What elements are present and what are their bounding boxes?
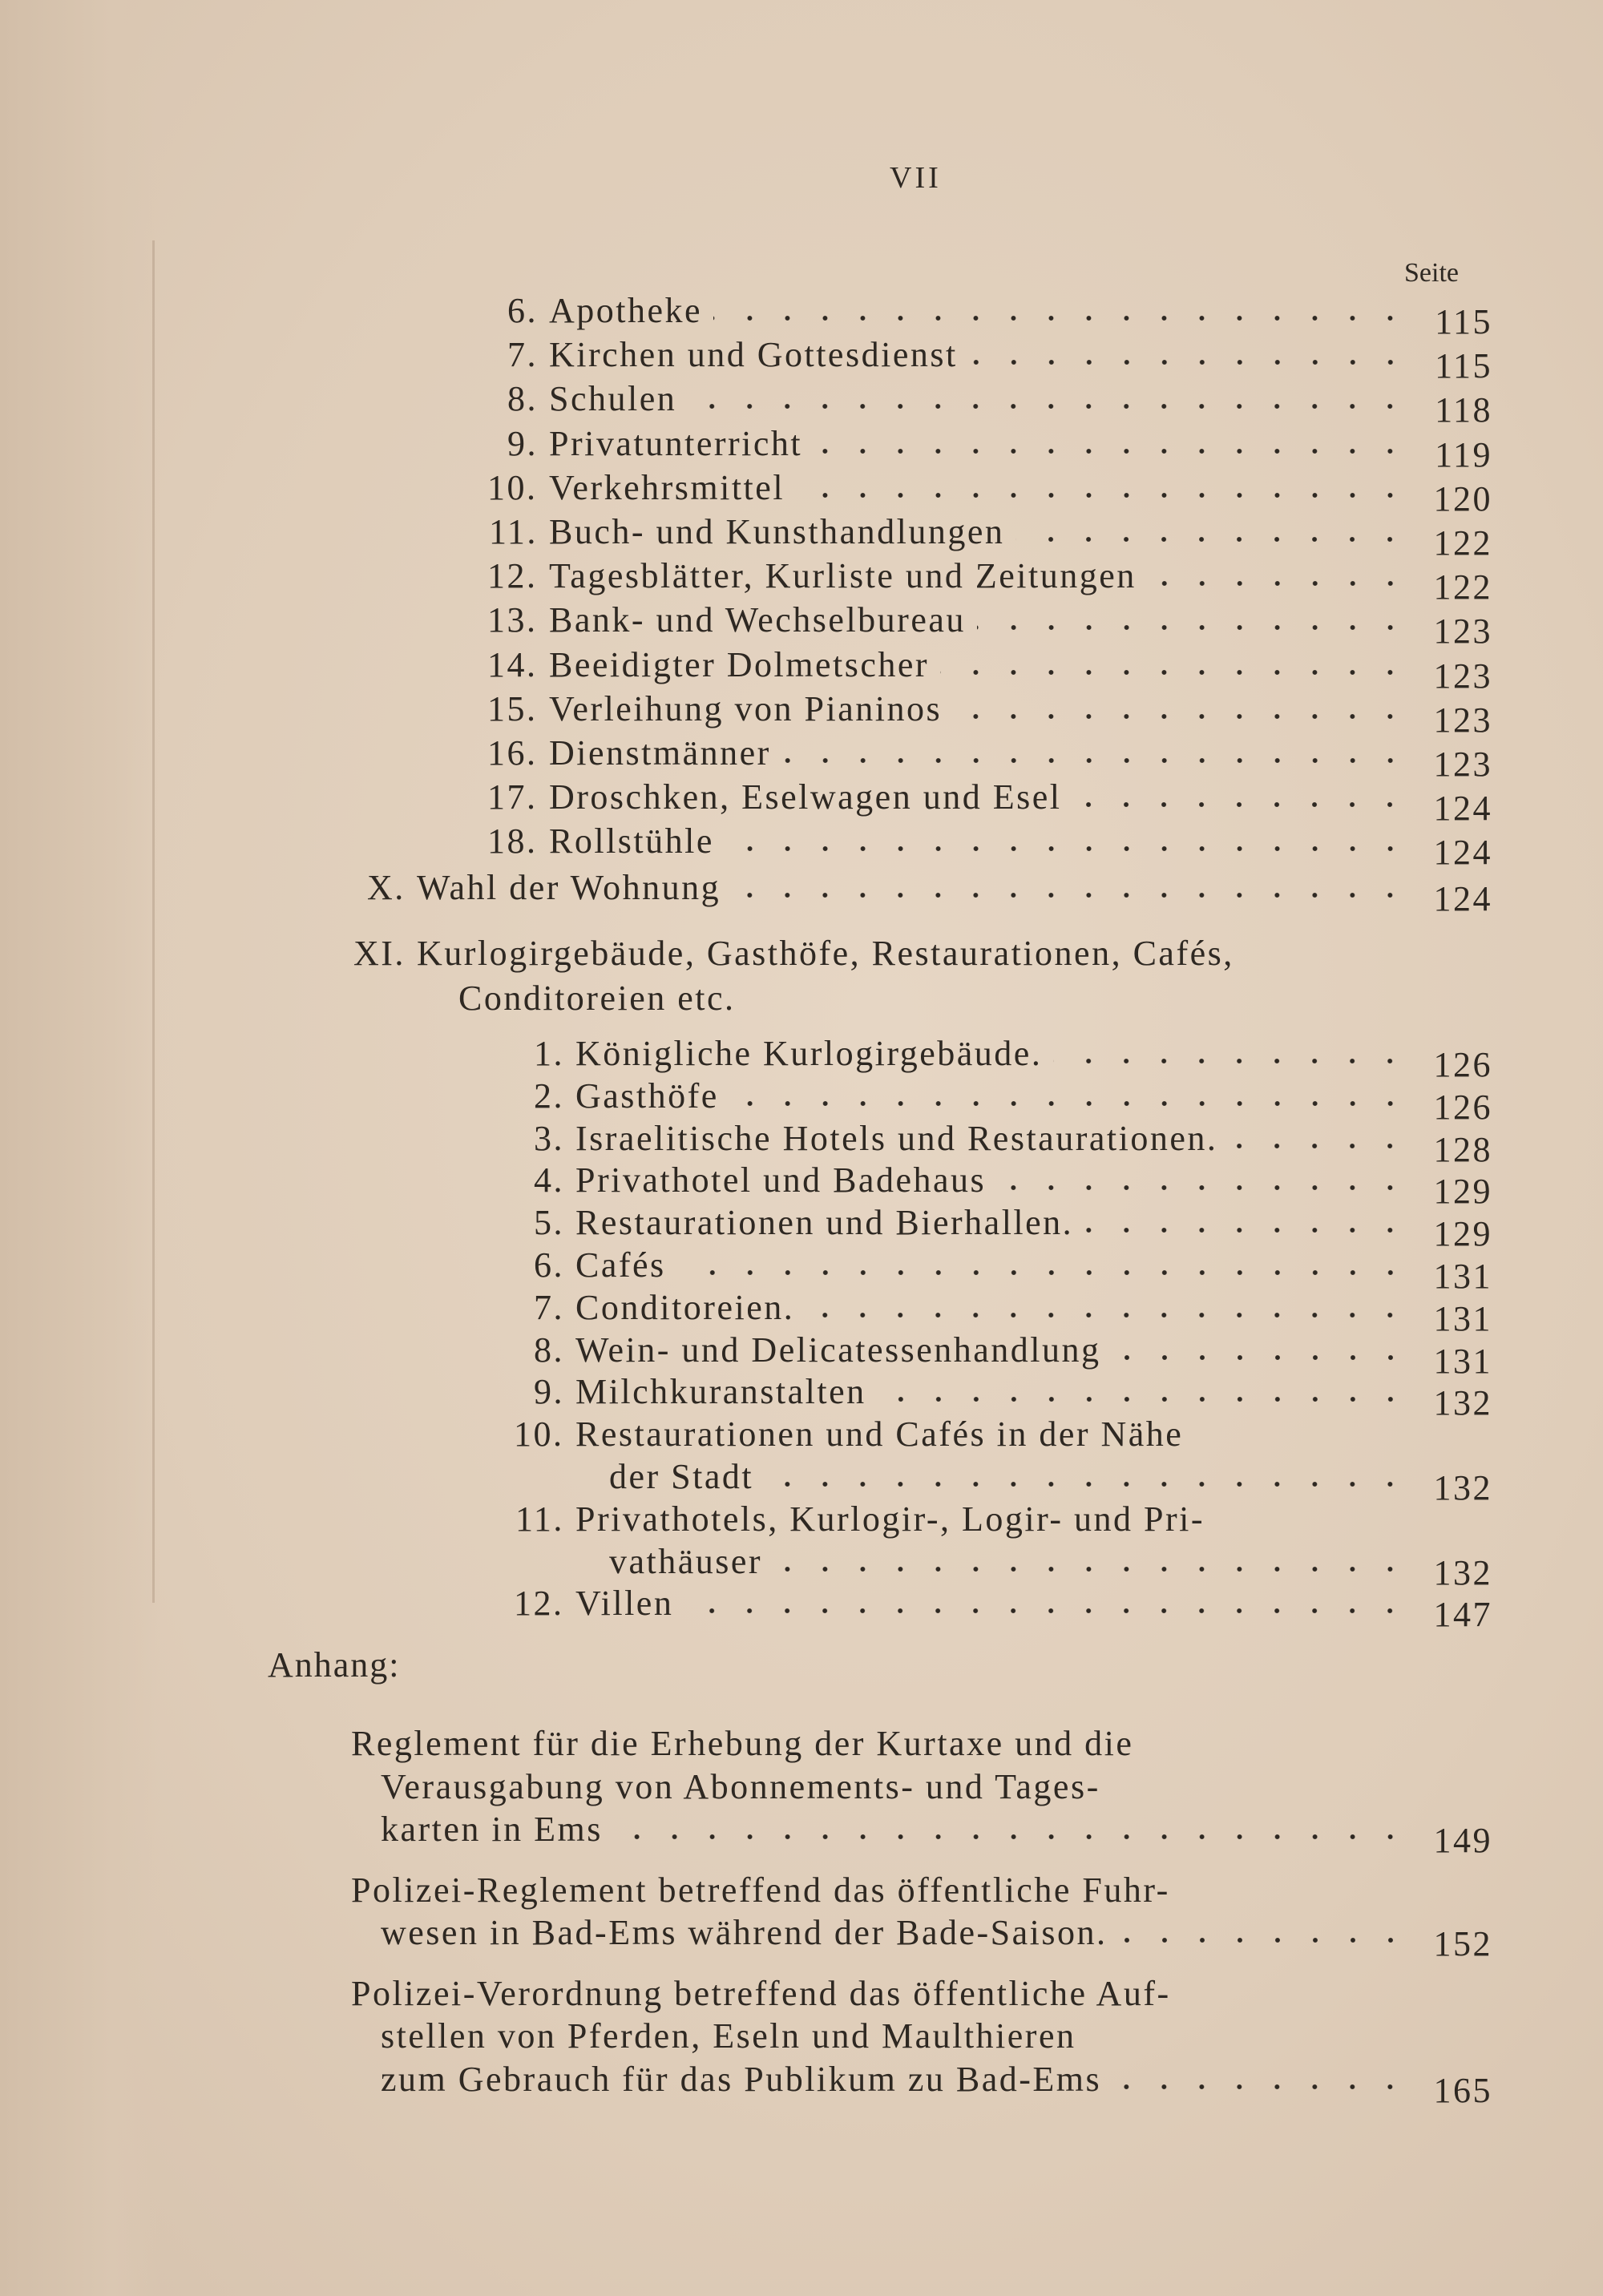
toc-entry-line (381, 1912, 1492, 1963)
toc-entry-line (381, 1809, 1492, 1860)
toc-entry-number: 7. (534, 1287, 564, 1327)
toc-entry-line (534, 1118, 1492, 1169)
toc-entry-number: 11. (515, 1499, 564, 1539)
toc-entry-number: 4. (534, 1160, 564, 1200)
toc-entry-title: Tagesblätter, Kurliste und Zeitungen (549, 556, 1137, 596)
dot-leader (684, 1607, 1409, 1615)
toc-entry-title: Apotheke (549, 291, 703, 330)
toc-entry-number: 6. (534, 1245, 564, 1285)
toc-entry-page: 129 (1433, 1214, 1492, 1254)
toc-entry-number: 6. (507, 291, 538, 330)
page-column-heading: Seite (1404, 258, 1459, 288)
toc-entry-title: Polizei-Reglement betreffend das öffentliche Fuhr- (351, 1870, 1170, 1910)
toc-entry-title: Privathotels, Kurlogir-, Logir- und Pri- (575, 1499, 1205, 1539)
toc-entry-page: 126 (1433, 1045, 1492, 1084)
toc-entry-page: 132 (1433, 1468, 1492, 1507)
toc-entry-line (489, 511, 1492, 563)
dot-leader (765, 1480, 1409, 1488)
dot-leader (969, 358, 1409, 366)
dot-leader (806, 1311, 1409, 1319)
appendix-heading: Anhang: (268, 1645, 401, 1685)
toc-entry-line (487, 467, 1492, 519)
dot-leader (814, 447, 1409, 455)
toc-entry-line (487, 644, 1492, 696)
dot-leader (713, 314, 1409, 322)
dot-leader (1016, 535, 1409, 543)
toc-entry-line (534, 1075, 1492, 1127)
toc-entry-number: 10. (487, 467, 538, 507)
toc-entry-title: Villen (575, 1584, 674, 1624)
dot-leader (796, 491, 1409, 499)
toc-entry-page: 165 (1433, 2070, 1492, 2110)
toc-entry-line (507, 290, 1492, 341)
toc-entry-line (609, 1456, 1492, 1507)
toc-entry-number: 11. (489, 512, 538, 551)
dot-leader (688, 402, 1409, 410)
toc-entry-number: 14. (487, 644, 538, 684)
toc-entry-line (487, 777, 1492, 829)
dot-leader (977, 623, 1409, 632)
toc-entry-page: 124 (1433, 879, 1492, 918)
toc-entry-page: 115 (1435, 302, 1492, 341)
toc-entry-number: 16. (487, 733, 538, 773)
toc-entry-number: 1. (534, 1034, 564, 1073)
toc-entry-line (487, 599, 1492, 652)
toc-entry-page: 118 (1435, 390, 1492, 430)
toc-entry-number: 5. (534, 1203, 564, 1243)
toc-entry-line (534, 1371, 1492, 1423)
dot-leader (1119, 1936, 1409, 1944)
toc-entry-line (534, 1160, 1492, 1212)
toc-entry-title: Rollstühle (549, 821, 714, 862)
binding-edge (152, 240, 155, 1603)
dot-leader (1112, 1354, 1409, 1362)
toc-entry-title: Restaurationen und Cafés in der Nähe (575, 1414, 1184, 1455)
toc-entry-line (353, 933, 1234, 974)
toc-entry-page: 120 (1433, 478, 1492, 519)
toc-entry-page: 119 (1435, 434, 1492, 474)
toc-entry-page: 124 (1433, 789, 1492, 829)
toc-entry-line (381, 1766, 1100, 1808)
toc-entry-page: 149 (1433, 1821, 1492, 1860)
toc-entry-title: Verleihung von Pianinos (549, 688, 943, 728)
toc-entry-title: Conditoreien etc. (458, 979, 736, 1018)
toc-entry-line (487, 732, 1492, 784)
toc-entry-line (351, 1723, 1133, 1765)
toc-entry-line (609, 1541, 1492, 1592)
toc-entry-line (534, 1033, 1492, 1084)
toc-entry-line (507, 378, 1492, 430)
toc-entry-title: Verausgabung von Abonnements- und Tages- (381, 1766, 1100, 1806)
toc-entry-page: 123 (1433, 611, 1492, 652)
toc-entry-title: karten in Ems (381, 1810, 603, 1849)
page-number: VII (890, 161, 942, 195)
toc-entry-title: Kurlogirgebäude, Gasthöfe, Restaurationen, Cafés, (417, 934, 1234, 973)
toc-entry-number: 15. (487, 688, 538, 728)
toc-entry-number: 12. (487, 556, 538, 596)
toc-entry-number: 9. (507, 423, 538, 463)
toc-entry-page: 131 (1433, 1257, 1492, 1296)
toc-entry-page: 131 (1433, 1341, 1492, 1381)
toc-entry-line (487, 555, 1492, 607)
dot-leader (953, 712, 1409, 720)
page-gutter-shadow (0, 0, 160, 2296)
toc-entry-page: 128 (1433, 1129, 1492, 1169)
toc-entry-page: 124 (1433, 833, 1492, 873)
toc-entry-title: Droschken, Eselwagen und Esel (549, 777, 1062, 817)
toc-entry-page: 123 (1433, 656, 1492, 696)
toc-entry-line (507, 423, 1492, 474)
toc-entry-title: Gasthöfe (575, 1075, 719, 1116)
toc-entry-number: 18. (487, 821, 538, 862)
dot-leader (773, 1565, 1409, 1573)
toc-entry-title: zum Gebrauch für das Publikum zu Bad-Ems (381, 2059, 1102, 2099)
toc-entry-page: 132 (1433, 1552, 1492, 1592)
toc-entry-title: Privatunterricht (549, 423, 803, 463)
toc-entry-page: 131 (1433, 1298, 1492, 1338)
toc-entry-number: 10. (514, 1414, 564, 1455)
toc-entry-title: vathäuser (609, 1541, 763, 1581)
toc-entry-title: Israelitische Hotels und Restaurationen. (575, 1118, 1218, 1158)
toc-entry-title: Milchkuranstalten (575, 1372, 866, 1412)
toc-entry-page: 126 (1433, 1087, 1492, 1127)
toc-entry-line (507, 334, 1492, 386)
toc-entry-title: Verkehrsmittel (549, 467, 785, 507)
dot-leader (782, 757, 1409, 765)
toc-entry-line (514, 1583, 1492, 1635)
dot-leader (1112, 2083, 1409, 2091)
dot-leader (940, 668, 1409, 676)
dot-leader (725, 845, 1409, 853)
toc-entry-number: 17. (487, 777, 538, 817)
toc-entry-title: Restaurationen und Bierhallen. (575, 1203, 1074, 1243)
toc-entry-title: Königliche Kurlogirgebäude. (575, 1034, 1043, 1073)
toc-entry-title: Wein- und Delicatessenhandlung (575, 1330, 1101, 1370)
toc-entry-number: 7. (507, 335, 538, 375)
toc-entry-number: 9. (534, 1372, 564, 1412)
toc-entry-line (351, 1870, 1170, 1911)
toc-entry-number: X. (367, 868, 406, 907)
dot-leader (1053, 1057, 1409, 1065)
toc-entry-title: Beeidigter Dolmetscher (549, 644, 930, 684)
toc-entry-line (534, 1330, 1492, 1381)
dot-leader (730, 1100, 1409, 1108)
dot-leader (732, 891, 1409, 899)
toc-entry-page: 147 (1433, 1595, 1492, 1635)
toc-entry-number: 13. (487, 600, 538, 640)
toc-entry-page: 122 (1433, 567, 1492, 607)
dot-leader (1084, 1226, 1409, 1234)
toc-entry-line (514, 1414, 1184, 1455)
toc-entry-number: 8. (534, 1330, 564, 1370)
toc-entry-line (351, 1973, 1171, 2015)
toc-entry-number: 12. (514, 1584, 564, 1624)
toc-entry-number: XI. (353, 934, 406, 973)
toc-entry-title: Privathotel und Badehaus (575, 1160, 987, 1200)
toc-entry-number: 3. (534, 1118, 564, 1158)
toc-entry-page: 129 (1433, 1172, 1492, 1212)
dot-leader (677, 1269, 1409, 1277)
toc-entry-title: der Stadt (609, 1457, 754, 1496)
toc-entry-line (534, 1287, 1492, 1338)
toc-entry-title: Bank- und Wechselbureau (549, 600, 966, 640)
toc-entry-line (515, 1499, 1205, 1540)
toc-entry-line (534, 1245, 1492, 1296)
dot-leader (1148, 579, 1409, 587)
toc-entry-title: Conditoreien. (575, 1287, 795, 1327)
toc-entry-title: Polizei-Verordnung betreffend das öffentliche Auf- (351, 1973, 1171, 2013)
toc-entry-title: Kirchen und Gottesdienst (549, 335, 958, 375)
toc-entry-page: 132 (1433, 1383, 1492, 1423)
toc-entry-title: stellen von Pferden, Eseln und Maulthieren (381, 2016, 1076, 2056)
dot-leader (997, 1184, 1409, 1192)
toc-entry-title: Dienstmänner (549, 733, 771, 773)
toc-entry-title: wesen in Bad-Ems während der Bade-Saison. (381, 1913, 1108, 1952)
toc-entry-line (534, 1202, 1492, 1254)
toc-entry-page: 152 (1433, 1924, 1492, 1963)
toc-entry-number: 2. (534, 1075, 564, 1116)
toc-entry-title: Wahl der Wohnung (417, 868, 721, 907)
toc-entry-line (381, 2059, 1492, 2110)
toc-entry-line (487, 688, 1492, 740)
dot-leader (878, 1395, 1409, 1403)
dot-leader (1229, 1142, 1409, 1150)
toc-entry-line (381, 2016, 1076, 2057)
toc-entry-line (367, 867, 1492, 918)
toc-entry-title: Cafés (575, 1245, 666, 1285)
toc-entry-line (487, 821, 1492, 873)
toc-entry-page: 115 (1435, 346, 1492, 386)
toc-entry-title: Schulen (549, 379, 677, 419)
toc-entry-page: 123 (1433, 700, 1492, 740)
toc-entry-page: 122 (1433, 523, 1492, 563)
toc-entry-page: 123 (1433, 744, 1492, 784)
dot-leader (614, 1833, 1409, 1841)
toc-entry-title: Reglement für die Erhebung der Kurtaxe und die (351, 1724, 1134, 1763)
toc-entry-number: 8. (507, 379, 538, 419)
dot-leader (1072, 801, 1409, 809)
toc-entry-line (458, 978, 736, 1019)
toc-entry-title: Buch- und Kunsthandlungen (549, 512, 1005, 551)
